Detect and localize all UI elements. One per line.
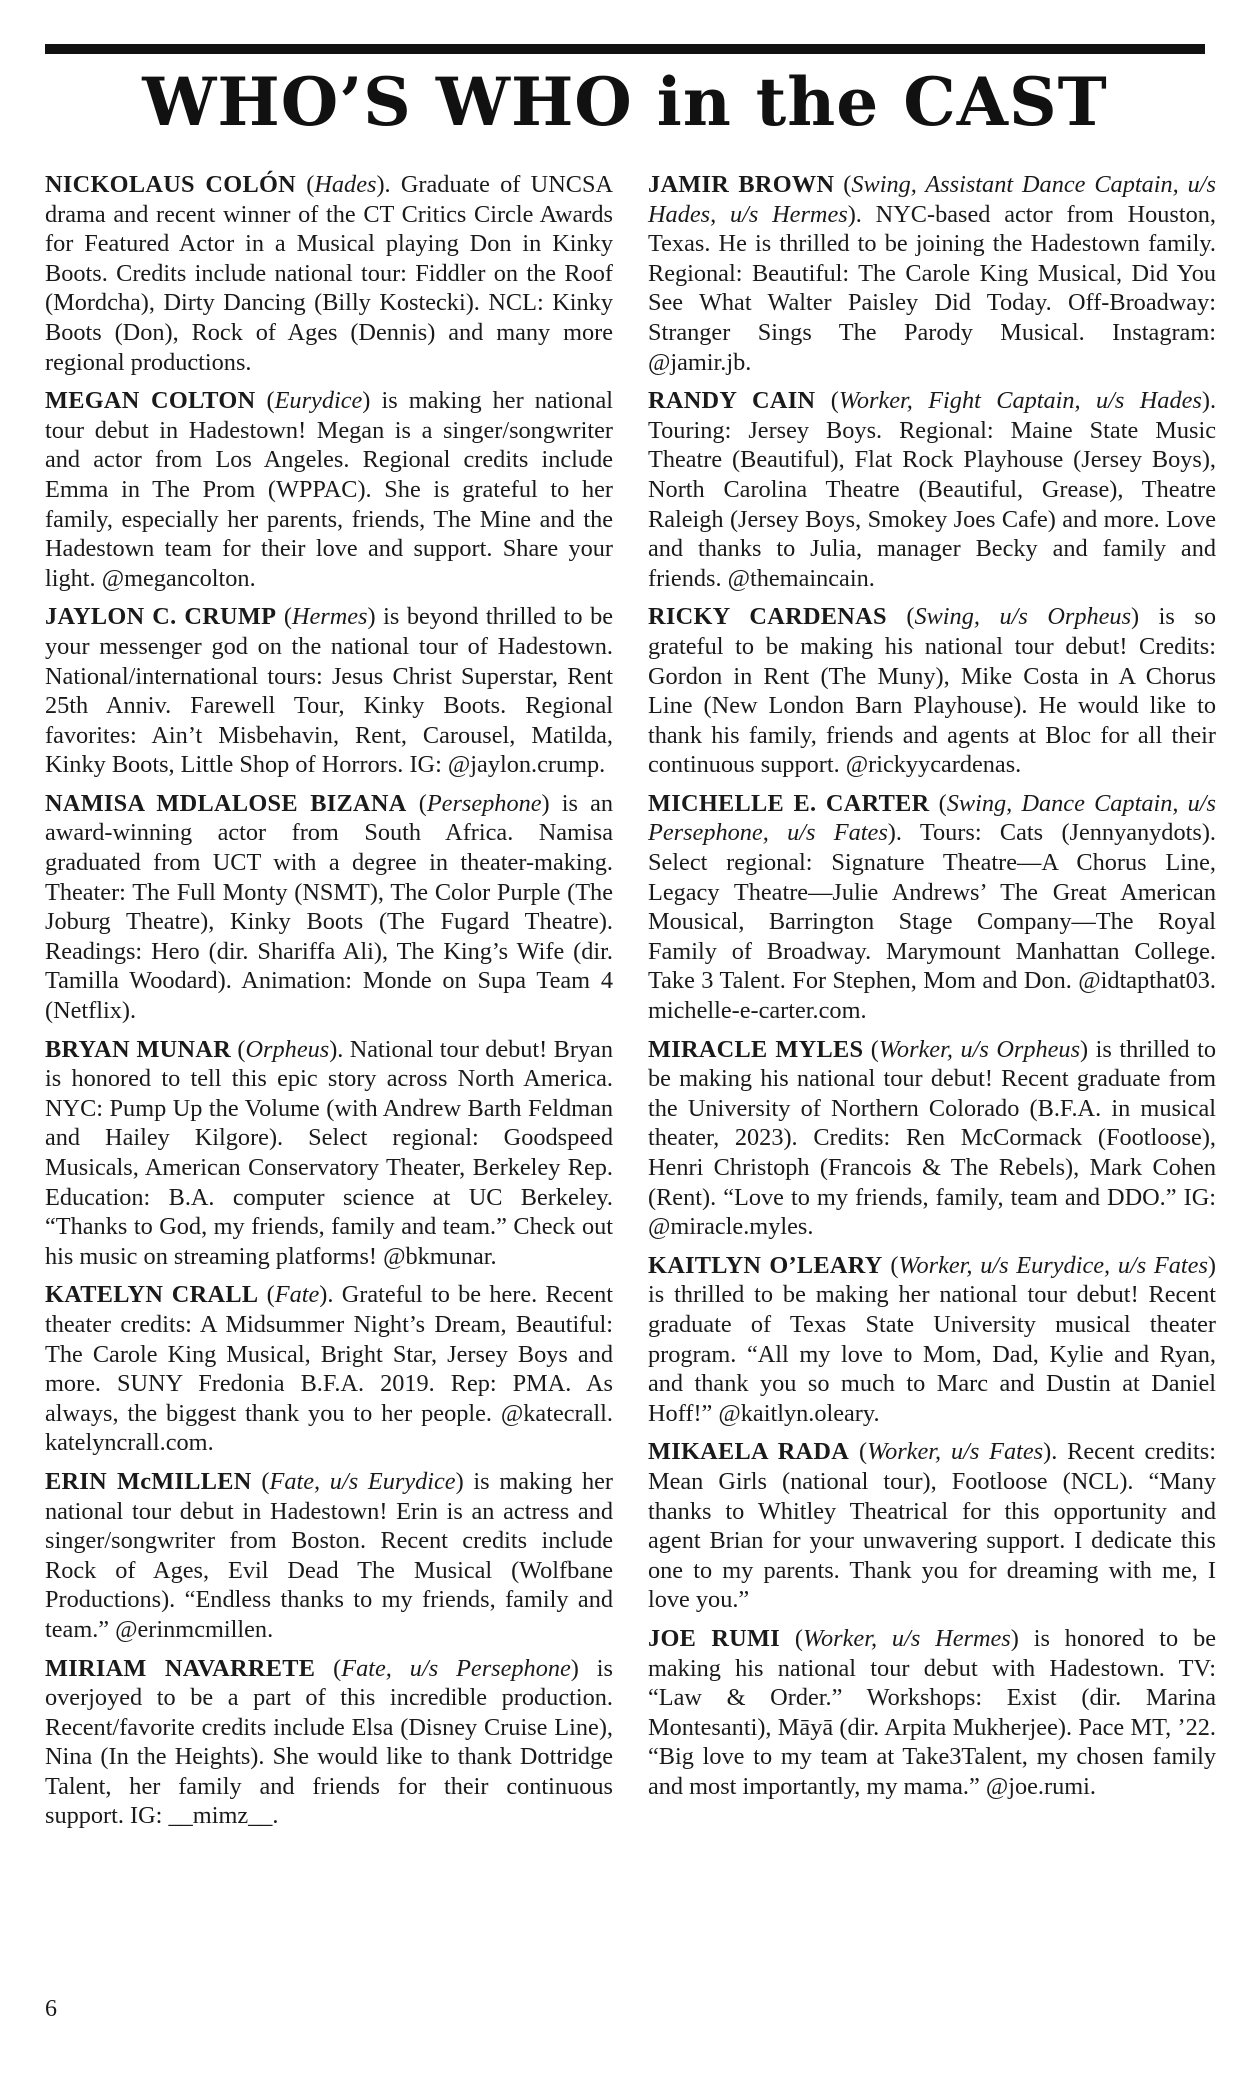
bio-entry: RANDY CAIN (Worker, Fight Captain, u/s Hades). Touring: Jersey Boys. Regional: Maine State Music Theatre (Beautiful), Flat Rock Playhouse (Jersey Boys), North Carolina Theatre (Beautiful, Grease), Theatre Raleigh (Jersey Boys, Smokey Joes Cafe) and more. Love and thanks to Julia, manager Becky and family and friends. @themaincain.	[648, 387, 1217, 592]
bio-text: . National tour debut! Bryan is honored to tell this epic story across North America. NYC: Pump Up the Volume (with Andrew Barth Feldman and Hailey Kilgore). Select regional: Goodspeed Musicals, American Conservatory Theater, Berkeley Rep. Education: B.A. computer science at UC Berkeley. “Thanks to God, my friends, family and team.” Check out his music on streaming platforms! @bkmunar.	[45, 1035, 613, 1270]
cast-roles: Worker, u/s Eurydice, u/s Fates	[898, 1251, 1208, 1279]
cast-name: NAMISA MDLALOSE BIZANA	[45, 789, 407, 817]
cast-name: MICHELLE E. CARTER	[648, 789, 930, 817]
cast-roles: Worker, u/s Orpheus	[878, 1035, 1081, 1063]
bio-text: is beyond thrilled to be your messenger god on the national tour of Hadestown. National/international tours: Jesus Christ Superstar, Rent 25th Anniv. Farewell Tour, Kinky Boots. Regional favorites: Ain’t Misbehavin, Rent, Carousel, Matilda, Kinky Boots, Little Shop of Horrors. IG: @jaylon.crump.	[45, 603, 614, 779]
bio-text: is overjoyed to be a part of this incredible production. Recent/favorite credits include Elsa (Disney Cruise Line), Nina (In the Heights). She would like to thank Dottridge Talent, her family and friends for their continuous support. IG: __mimz__.	[45, 1654, 614, 1830]
cast-roles: Eurydice	[274, 387, 363, 415]
bio-entry: NICKOLAUS COLÓN (Hades). Graduate of UNCSA drama and recent winner of the CT Critics Circle Awards for Featured Actor in a Musical playing Don in Kinky Boots. Credits include national tour: Fiddler on the Roof (Mordcha), Dirty Dancing (Billy Kostecki). NCL: Kinky Boots (Don), Rock of Ages (Dennis) and many more regional productions.	[45, 171, 614, 376]
cast-roles: Worker, u/s Hermes	[803, 1624, 1011, 1652]
cast-name: BRYAN MUNAR	[45, 1035, 232, 1063]
cast-name: MIRIAM NAVARRETE	[45, 1654, 316, 1682]
bio-text: is so grateful to be making his national tour debut! Credits: Gordon in Rent (The Muny), Mike Costa in A Chorus Line (New London Barn Playhouse). He would like to thank his family, friends and agents at Bloc for all their continuous support. @rickyycardenas.	[648, 603, 1216, 779]
bio-text: . Touring: Jersey Boys. Regional: Maine State Music Theatre (Beautiful), Flat Rock Playhouse (Jersey Boys), North Carolina Theatre (Beautiful, Grease), Theatre Raleigh (Jersey Boys, Smokey Joes Cafe) and more. Love and thanks to Julia, manager Becky and family and friends. @themaincain.	[648, 387, 1217, 592]
bio-entry: MICHELLE E. CARTER (Swing, Dance Captain, u/s Persephone, u/s Fates). Tours: Cats (Jennyanydots). Select regional: Signature Theatre—A Chorus Line, Legacy Theatre—Julie Andrews’ The Great American Mousical, Barrington Stage Company—The Royal Family of Broadway. Marymount Manhattan College. Take 3 Talent. For Stephen, Mom and Don. @idtapthat03. michelle-e-carter.com.	[648, 789, 1216, 1025]
page-number: 6	[45, 1996, 57, 2022]
bio-text: . Graduate of UNCSA drama and recent winner of the CT Critics Circle Awards for Featured Actor in a Musical playing Don in Kinky Boots. Credits include national tour: Fiddler on the Roof (Mordcha), Dirty Dancing (Billy Kostecki). NCL: Kinky Boots (Don), Rock of Ages (Dennis) and many more regional productions.	[45, 171, 614, 376]
bio-entry: BRYAN MUNAR (Orpheus). National tour debut! Bryan is honored to tell this epic story across North America. NYC: Pump Up the Volume (with Andrew Barth Feldman and Hailey Kilgore). Select regional: Goodspeed Musicals, American Conservatory Theater, Berkeley Rep. Education: B.A. computer science at UC Berkeley. “Thanks to God, my friends, family and team.” Check out his music on streaming platforms! @bkmunar.	[45, 1035, 613, 1270]
cast-name: JOE RUMI	[648, 1624, 781, 1652]
cast-name: KATELYN CRALL	[45, 1281, 259, 1309]
bio-text: . Grateful to be here. Recent theater credits: A Midsummer Night’s Dream, Beautiful: The Carole King Musical, Bright Star, Jersey Boys and more. SUNY Fredonia B.F.A. 2019. Rep: PMA. As always, the biggest thank you to her people. @katecrall. katelyncrall.com.	[45, 1281, 613, 1457]
bio-entry: JOE RUMI (Worker, u/s Hermes) is honored to be making his national tour debut with Hadestown. TV: “Law & Order.” Workshops: Exist (dir. Marina Montesanti), Māyā (dir. Arpita Mukherjee). Pace MT, ’22. “Big love to my team at Take3Talent, my chosen family and most importantly, my mama.” @joe.rumi.	[648, 1624, 1217, 1800]
cast-roles: Fate, u/s Eurydice	[269, 1467, 456, 1495]
bio-entry: RICKY CARDENAS (Swing, u/s Orpheus) is so grateful to be making his national tour debut! Credits: Gordon in Rent (The Muny), Mike Costa in A Chorus Line (New London Barn Playhouse). He would like to thank his family, friends and agents at Bloc for all their continuous support. @rickyycardenas.	[648, 603, 1216, 779]
bio-text: is thrilled to be making his national tour debut! Recent graduate from the University of Northern Colorado (B.F.A. in musical theater, 2023). Credits: Ren McCormack (Footloose), Henri Christoph (Francois & The Rebels), Mark Cohen (Rent). “Love to my friends, family, team and DDO.” IG: @miracle.myles.	[648, 1035, 1216, 1241]
bio-text: is making her national tour debut in Hadestown! Erin is an actress and singer/songwriter from Boston. Recent credits include Rock of Ages, Evil Dead The Musical (Wolfbane Productions). “Endless thanks to my friends, family and team.” @erinmcmillen.	[45, 1467, 613, 1643]
cast-roles: Hermes	[291, 603, 368, 631]
bio-text: is an award-winning actor from South Africa. Namisa graduated from UCT with a degree in theater-making. Theater: The Full Monty (NSMT), The Color Purple (The Joburg Theatre), Kinky Boots (The Fugard Theatre). Readings: Hero (dir. Shariffa Ali), The King’s Wife (dir. Tamilla Woodard). Animation: Monde on Supa Team 4 (Netflix).	[45, 789, 613, 1025]
cast-name: ERIN McMILLEN	[45, 1467, 252, 1495]
cast-name: JAYLON C. CRUMP	[45, 603, 277, 631]
cast-name: JAMIR BROWN	[648, 171, 835, 198]
cast-name: NICKOLAUS COLÓN	[45, 171, 297, 198]
cast-roles: Worker, Fight Captain, u/s Hades	[838, 387, 1202, 415]
bio-text: . Tours: Cats (Jennyanydots). Select regional: Signature Theatre—A Chorus Line, Legacy Theatre—Julie Andrews’ The Great American Mousical, Barrington Stage Company—The Royal Family of Broadway. Marymount Manhattan College. Take 3 Talent. For Stephen, Mom and Don. @idtapthat03. michelle-e-carter.com.	[648, 819, 1216, 1025]
bio-text: . NYC-based actor from Houston, Texas. He is thrilled to be joining the Hadestown family. Regional: Beautiful: The Carole King Musical, Did You See What Walter Paisley Did Today. Off-Broadway: Stranger Sings The Parody Musical. Instagram: @jamir.jb.	[648, 200, 1217, 376]
bio-entry: MEGAN COLTON (Eurydice) is making her national tour debut in Hadestown! Megan is a singer/songwriter and actor from Los Angeles. Regional credits include Emma in The Prom (WPPAC). She is grateful to her family, especially her parents, friends, The Mine and the Hadestown team for their love and support. Share your light. @megancolton.	[45, 387, 614, 592]
bio-entry: JAMIR BROWN (Swing, Assistant Dance Captain, u/s Hades, u/s Hermes). NYC-based actor from Houston, Texas. He is thrilled to be joining the Hadestown family. Regional: Beautiful: The Carole King Musical, Did You See What Walter Paisley Did Today. Off-Broadway: Stranger Sings The Parody Musical. Instagram: @jamir.jb.	[648, 171, 1217, 376]
bio-text: is thrilled to be making her national tour debut! Recent graduate of Texas State University musical theater program. “All my love to Mom, Dad, Kylie and Ryan, and thank you so much to Marc and Dustin at Daniel Hoff!” @kaitlyn.oleary.	[648, 1281, 1216, 1427]
bio-entry: JAYLON C. CRUMP (Hermes) is beyond thrilled to be your messenger god on the national tour of Hadestown. National/international tours: Jesus Christ Superstar, Rent 25th Anniv. Farewell Tour, Kinky Boots. Regional favorites: Ain’t Misbehavin, Rent, Carousel, Matilda, Kinky Boots, Little Shop of Horrors. IG: @jaylon.crump.	[45, 603, 614, 779]
cast-name: MIKAELA RADA	[648, 1438, 850, 1466]
bio-text: is making her national tour debut in Hadestown! Megan is a singer/songwriter and actor from Los Angeles. Regional credits include Emma in The Prom (WPPAC). She is grateful to her family, especially her parents, friends, The Mine and the Hadestown team for their love and support. Share your light. @megancolton.	[45, 387, 614, 592]
cast-name: RANDY CAIN	[648, 387, 816, 415]
bio-entry: MIRIAM NAVARRETE (Fate, u/s Persephone) is overjoyed to be a part of this incredible production. Recent/favorite credits include Elsa (Disney Cruise Line), Nina (In the Heights). She would like to thank Dottridge Talent, her family and friends for their continuous support. IG: __mimz__.	[45, 1654, 614, 1830]
cast-name: KAITLYN O’LEARY	[648, 1251, 883, 1279]
cast-roles: Fate	[274, 1281, 320, 1309]
bio-entry: MIRACLE MYLES (Worker, u/s Orpheus) is thrilled to be making his national tour debut! Recent graduate from the University of Northern Colorado (B.F.A. in musical theater, 2023). Credits: Ren McCormack (Footloose), Henri Christoph (Francois & The Rebels), Mark Cohen (Rent). “Love to my friends, family, team and DDO.” IG: @miracle.myles.	[648, 1035, 1216, 1241]
cast-roles: Persephone	[426, 789, 542, 817]
cast-name: MEGAN COLTON	[45, 387, 256, 415]
cast-roles: Swing, u/s Orpheus	[914, 603, 1132, 631]
left-column	[45, 170, 613, 1840]
cast-roles: Swing, Dance Captain, u/s Persephone, u/s Fates	[648, 789, 1216, 847]
bio-text: . Recent credits: Mean Girls (national tour), Footloose (NCL). “Many thanks to Whitley Theatrical for this opportunity and agent Brian for your unwavering support. I dedicate this one to my parents. Thank you for dreaming with me, I love you.”	[648, 1438, 1217, 1614]
cast-name: RICKY CARDENAS	[648, 603, 887, 631]
cast-roles: Swing, Assistant Dance Captain, u/s Hades, u/s Hermes	[648, 171, 1217, 228]
cast-roles: Worker, u/s Fates	[867, 1438, 1044, 1466]
right-column	[648, 170, 1216, 1810]
bio-entry: ERIN McMILLEN (Fate, u/s Eurydice) is making her national tour debut in Hadestown! Erin is an actress and singer/songwriter from Boston. Recent credits include Rock of Ages, Evil Dead The Musical (Wolfbane Productions). “Endless thanks to my friends, family and team.” @erinmcmillen.	[45, 1467, 613, 1643]
bio-entry: KATELYN CRALL (Fate). Grateful to be here. Recent theater credits: A Midsummer Night’s Dream, Beautiful: The Carole King Musical, Bright Star, Jersey Boys and more. SUNY Fredonia B.F.A. 2019. Rep: PMA. As always, the biggest thank you to her people. @katecrall. katelyncrall.com.	[45, 1281, 613, 1457]
bio-entry: MIKAELA RADA (Worker, u/s Fates). Recent credits: Mean Girls (national tour), Footloose (NCL). “Many thanks to Whitley Theatrical for this opportunity and agent Brian for your unwavering support. I dedicate this one to my parents. Thank you for dreaming with me, I love you.”	[648, 1438, 1217, 1614]
cast-name: MIRACLE MYLES	[648, 1035, 864, 1063]
cast-roles: Hades	[314, 171, 377, 198]
bio-entry: NAMISA MDLALOSE BIZANA (Persephone) is an award-winning actor from South Africa. Namisa graduated from UCT with a degree in theater-making. Theater: The Full Monty (NSMT), The Color Purple (The Joburg Theatre), Kinky Boots (The Fugard Theatre). Readings: Hero (dir. Shariffa Ali), The King’s Wife (dir. Tamilla Woodard). Animation: Monde on Supa Team 4 (Netflix).	[45, 789, 613, 1025]
cast-roles: Fate, u/s Persephone	[341, 1654, 571, 1682]
bio-text: is honored to be making his national tour debut with Hadestown. TV: “Law & Order.” Workshops: Exist (dir. Marina Montesanti), Māyā (dir. Arpita Mukherjee). Pace MT, ’22. “Big love to my team at Take3Talent, my chosen family and most importantly, my mama.” @joe.rumi.	[648, 1624, 1217, 1800]
cast-roles: Orpheus	[245, 1035, 330, 1063]
bio-entry: KAITLYN O’LEARY (Worker, u/s Eurydice, u/s Fates) is thrilled to be making her national tour debut! Recent graduate of Texas State University musical theater program. “All my love to Mom, Dad, Kylie and Ryan, and thank you so much to Marc and Dustin at Daniel Hoff!” @kaitlyn.oleary.	[648, 1251, 1216, 1427]
page-title: WHO’S WHO in the CAST	[142, 63, 1108, 141]
top-rule	[45, 44, 1205, 54]
